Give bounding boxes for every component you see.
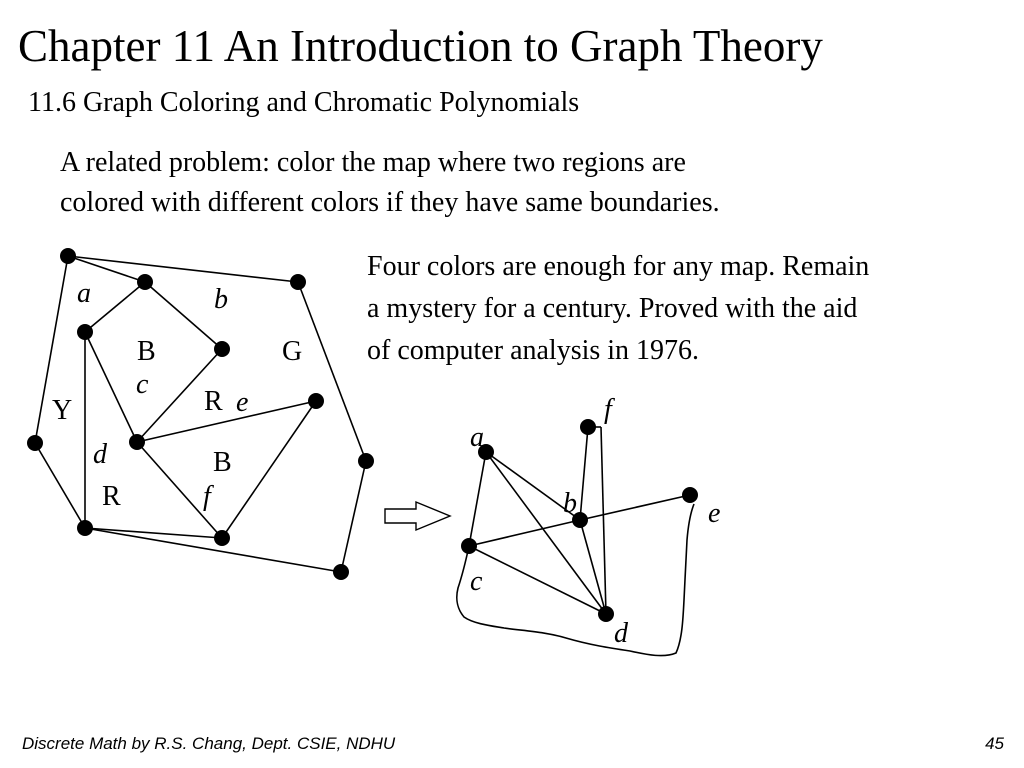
- intro-line-1: A related problem: color the map where two regions are: [60, 147, 686, 178]
- dual-outer-region-boundary: [457, 504, 694, 656]
- dual-edge-a-d: [486, 452, 606, 614]
- region-color-f: B: [213, 447, 232, 478]
- region-color-e: R: [204, 386, 223, 417]
- dual-graph-figure: [457, 394, 721, 656]
- region-color-outer: Y: [52, 395, 73, 426]
- map-edge: [85, 528, 341, 572]
- four-color-line-2: a mystery for a century. Proved with the aid: [367, 293, 858, 324]
- dual-label-f: f: [604, 394, 612, 425]
- dual-edge-c-d: [469, 546, 606, 614]
- dual-vertices: [461, 419, 698, 622]
- dual-edge-b-d: [580, 520, 606, 614]
- dual-edge-a-c: [469, 452, 486, 546]
- map-vertex: [308, 393, 324, 409]
- dual-label-e: e: [708, 498, 721, 529]
- slide-subtitle: 11.6 Graph Coloring and Chromatic Polynomials: [28, 87, 580, 118]
- slide-title: Chapter 11 An Introduction to Graph Theory: [18, 21, 823, 71]
- dual-edge-f-d: [601, 427, 606, 614]
- map-edge: [145, 282, 222, 349]
- dual-edge-b-e: [580, 495, 690, 520]
- region-name-f: f: [203, 481, 211, 512]
- dual-vertex-f: [580, 419, 596, 435]
- map-vertex: [137, 274, 153, 290]
- map-edge: [298, 282, 366, 461]
- map-edge: [85, 528, 222, 538]
- footer-credit: Discrete Math by R.S. Chang, Dept. CSIE, NDHU: [22, 734, 396, 753]
- arrow-icon: [385, 502, 450, 530]
- map-edge: [35, 443, 85, 528]
- map-vertex: [27, 435, 43, 451]
- region-name-a: a: [77, 278, 91, 309]
- map-edge: [85, 332, 137, 442]
- dual-label-c: c: [470, 566, 483, 597]
- map-edge: [85, 282, 145, 332]
- map-vertex: [333, 564, 349, 580]
- four-color-line-1: Four colors are enough for any map. Remain: [367, 251, 870, 282]
- map-vertex: [129, 434, 145, 450]
- region-color-d: R: [102, 481, 121, 512]
- dual-label-d: d: [614, 618, 628, 649]
- map-edge: [68, 256, 298, 282]
- dual-edge-c-b: [469, 520, 580, 546]
- map-edge: [341, 461, 366, 572]
- dual-vertex-d: [598, 606, 614, 622]
- region-name-e: e: [236, 387, 249, 418]
- dual-vertex-e: [682, 487, 698, 503]
- map-vertex: [358, 453, 374, 469]
- map-vertex: [290, 274, 306, 290]
- dual-edge-f-b: [580, 427, 588, 520]
- dual-vertex-c: [461, 538, 477, 554]
- dual-label-b: b: [563, 488, 577, 519]
- four-color-line-3: of computer analysis in 1976.: [367, 335, 700, 366]
- region-color-b: G: [282, 336, 303, 367]
- map-vertex: [77, 324, 93, 340]
- region-name-c: c: [136, 369, 149, 400]
- region-name-d: d: [93, 439, 107, 470]
- map-vertex: [214, 341, 230, 357]
- map-vertex: [214, 530, 230, 546]
- page-number: 45: [985, 734, 1004, 753]
- dual-label-a: a: [470, 422, 484, 453]
- map-vertex: [77, 520, 93, 536]
- region-color-c: B: [137, 336, 156, 367]
- region-name-b: b: [214, 284, 228, 315]
- map-figure: [27, 248, 374, 580]
- map-vertex: [60, 248, 76, 264]
- map-edge: [137, 401, 316, 442]
- intro-line-2: colored with different colors if they have same boundaries.: [60, 187, 720, 218]
- map-edge: [222, 401, 316, 538]
